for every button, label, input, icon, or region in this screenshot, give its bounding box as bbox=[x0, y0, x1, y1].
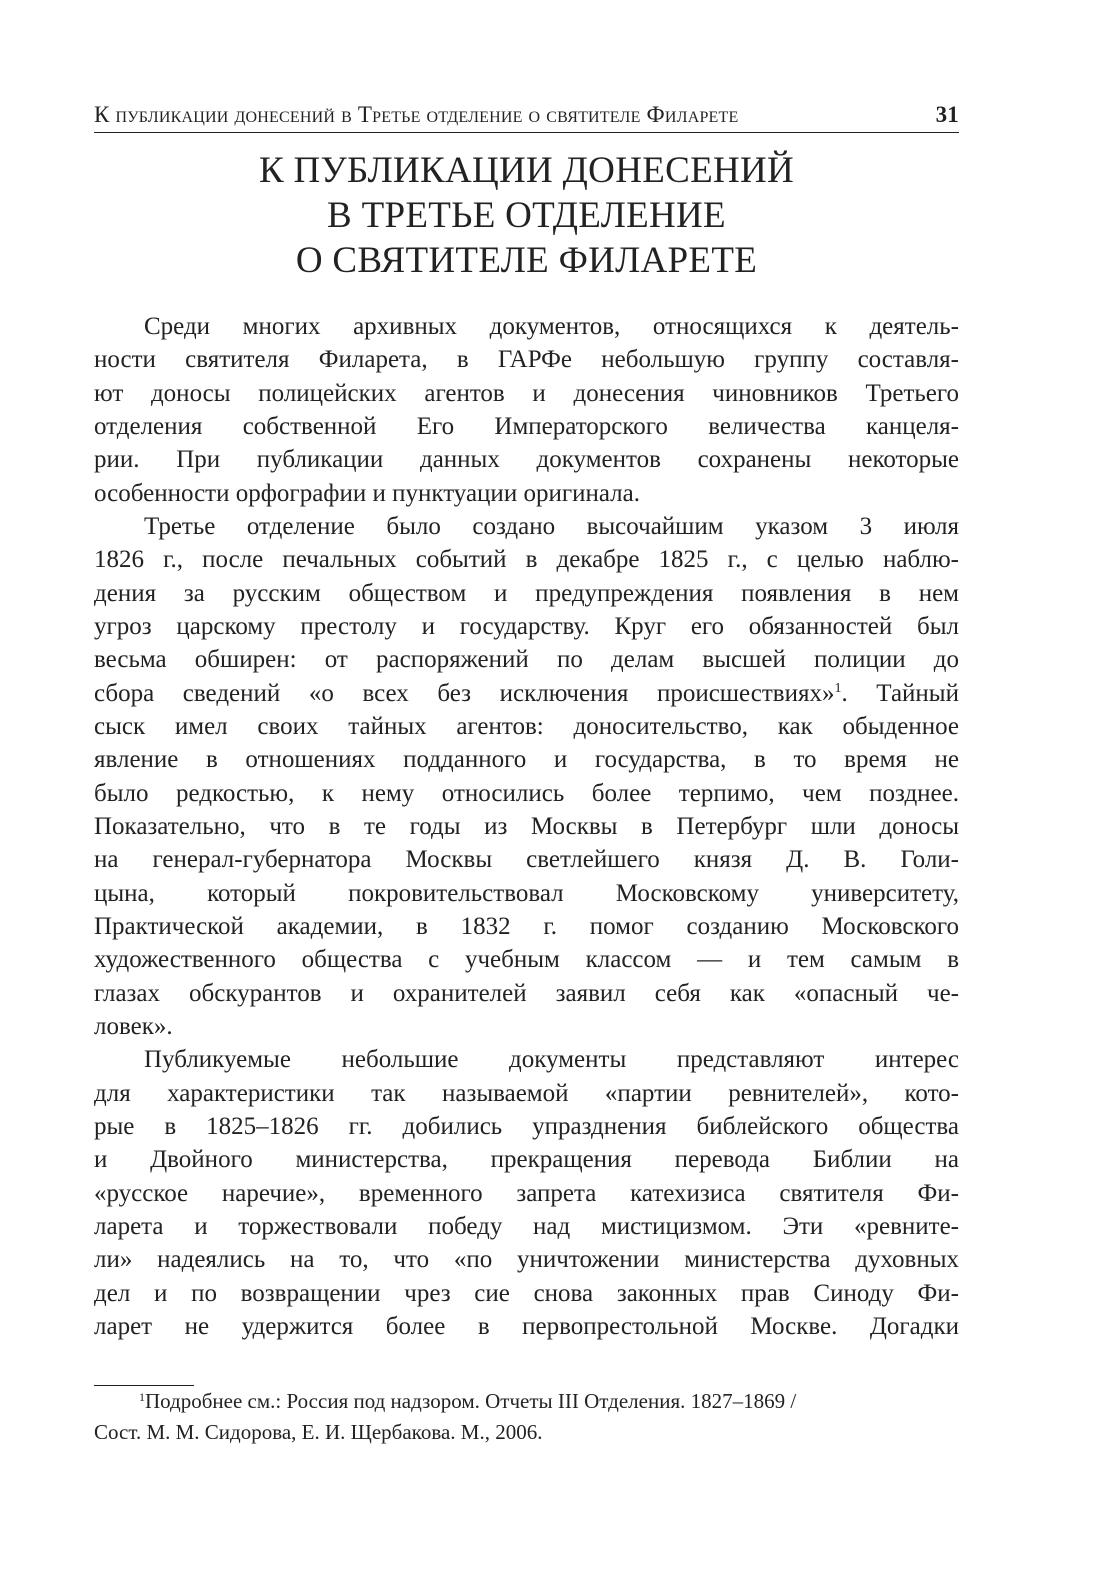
text-line: «русское наречие», временного запрета катехизиса святителя Фи- bbox=[94, 1179, 959, 1207]
text-line: Третье отделение было создано высочайшим указом 3 июля bbox=[144, 512, 959, 540]
text-fragment: сбора сведений «о всех без исключения происшествиях» bbox=[94, 679, 835, 707]
text-line: сыск имел своих тайных агентов: доносительство, как обыденное bbox=[94, 712, 959, 740]
footnotes bbox=[94, 1386, 959, 1448]
text-line: угроз царскому престолу и государству. Круг его обязанностей был bbox=[94, 612, 959, 640]
text-line: дения за русским обществом и предупреждения появления в нем bbox=[94, 579, 959, 607]
text-line: ют доносы полицейских агентов и донесения чиновников Третьего bbox=[94, 379, 959, 407]
text-line: ловек». bbox=[94, 1012, 173, 1040]
footnote-text: Подробнее см.: Россия под надзором. Отчеты III Отделения. 1827–1869 / bbox=[145, 1389, 797, 1413]
text-line: глазах обскурантов и охранителей заявил себя как «опасный че- bbox=[94, 979, 959, 1007]
running-head bbox=[94, 98, 959, 132]
text-line: было редкостью, к нему относились более терпимо, чем позднее. bbox=[94, 779, 959, 807]
text-line: ли» надеялись на то, что «по уничтожении министерства духовных bbox=[94, 1246, 959, 1274]
text-line: весьма обширен: от распоряжений по делам высшей полиции до bbox=[94, 646, 959, 674]
text-line: ларет не удержится более в первопрестольной Москве. Догадки bbox=[94, 1312, 959, 1340]
text-line: и Двойного министерства, прекращения перевода Библии на bbox=[94, 1146, 959, 1174]
footnote-line bbox=[94, 1386, 959, 1417]
article-title bbox=[94, 148, 959, 283]
text-line: Среди многих архивных документов, относящихся к деятель- bbox=[144, 313, 959, 340]
text-line: Практической академии, в 1832 г. помог созданию Московского bbox=[94, 912, 959, 940]
text-line-with-footnote bbox=[94, 677, 959, 710]
header-rule bbox=[94, 132, 959, 133]
title-line: К ПУБЛИКАЦИИ ДОНЕСЕНИЙ bbox=[258, 150, 795, 191]
text-line: Показательно, что в те годы из Москвы в Петербург шли доносы bbox=[94, 812, 959, 840]
text-line: 1826 г., после печальных событий в декабре 1825 г., с целью наблю- bbox=[94, 546, 959, 574]
title-line: В ТРЕТЬЕ ОТДЕЛЕНИЕ bbox=[327, 195, 726, 236]
text-line: цына, который покровительствовал Московскому университету, bbox=[94, 879, 959, 907]
text-line: Публикуемые небольшие документы представляют интерес bbox=[144, 1046, 959, 1074]
text-line: рые в 1825–1826 гг. добились упразднения библейского общества bbox=[94, 1112, 959, 1140]
text-line: особенности орфографии и пунктуации оригинала. bbox=[94, 479, 640, 507]
page-number: 31 bbox=[935, 102, 959, 127]
text-line: художественного общества с учебным классом — и тем самым в bbox=[94, 946, 959, 974]
text-line: для характеристики так называемой «партии ревнителей», кото- bbox=[94, 1079, 959, 1107]
text-line: ности святителя Филарета, в ГАРФе небольшую группу составля- bbox=[94, 346, 959, 374]
text-line: отделения собственной Его Императорского величества канцеля- bbox=[94, 412, 959, 440]
running-head-title: К публикации донесений в Третье отделение о святителе Филарете bbox=[94, 102, 739, 127]
footnote-marker: 1 bbox=[139, 1390, 145, 1404]
article-body bbox=[94, 310, 959, 1343]
footnote-line: Сост. М. М. Сидорова, Е. И. Щербакова. М., 2006. bbox=[94, 1420, 543, 1444]
footnote-ref: 1 bbox=[834, 680, 842, 696]
text-fragment: . Тайный bbox=[841, 679, 959, 707]
text-line: явление в отношениях подданного и государства, в то время не bbox=[94, 746, 959, 774]
text-line: ларета и торжествовали победу над мистицизмом. Эти «ревните- bbox=[94, 1212, 959, 1240]
text-line: дел и по возвращении чрез сие снова законных прав Синоду Фи- bbox=[94, 1279, 959, 1307]
title-line: О СВЯТИТЕЛЕ ФИЛАРЕТЕ bbox=[295, 240, 758, 281]
text-line: рии. При публикации данных документов сохранены некоторые bbox=[94, 446, 959, 474]
text-line: на генерал-губернатора Москвы светлейшего князя Д. В. Голи- bbox=[94, 846, 959, 874]
